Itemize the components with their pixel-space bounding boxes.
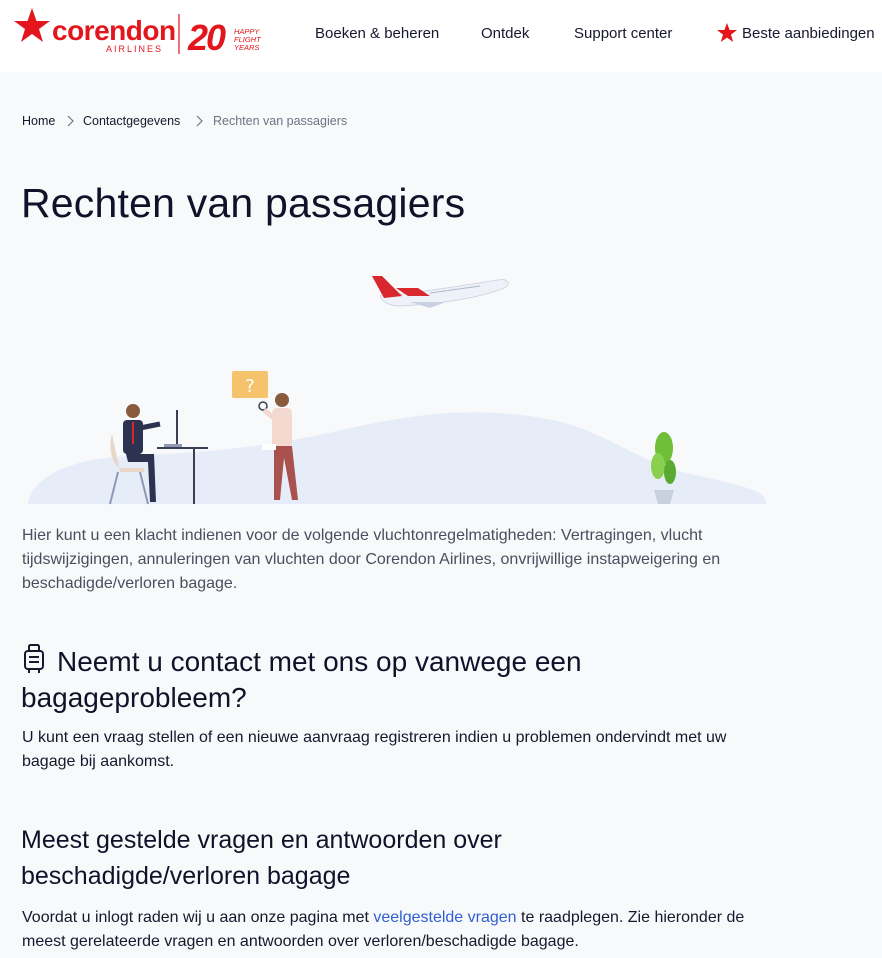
anniversary-line-2: FLIGHT — [234, 35, 261, 44]
corendon-logo[interactable] — [12, 4, 282, 60]
luggage-icon — [21, 644, 47, 674]
breadcrumb-current: Rechten van passagiers — [213, 114, 348, 128]
logo-text: corendon — [52, 15, 176, 46]
baggage-heading — [21, 644, 661, 716]
nav-ontdek[interactable]: Ontdek — [481, 25, 530, 42]
breadcrumb-home[interactable]: Home — [22, 114, 56, 128]
faq-text-after: te raadplegen. Zie hieronder de meest gerelateerde vragen en antwoorden over verloren/beschadigde bagage. — [22, 909, 745, 950]
faq-text — [22, 906, 782, 954]
anniversary-line-1: HAPPY — [234, 27, 260, 36]
anniversary-line-3: YEARS — [234, 43, 260, 52]
faq-heading: Meest gestelde vragen en antwoorden over beschadigde/verloren bagage — [21, 826, 502, 890]
airplane-icon — [372, 276, 508, 308]
baggage-heading-text: Neemt u contact met ons op vanwege een bagageprobleem? — [21, 646, 582, 713]
question-bubble-icon — [232, 371, 268, 398]
anniversary-number: 20 — [188, 17, 225, 58]
nav-boeken-beheren[interactable]: Boeken & beheren — [315, 25, 440, 42]
chevron-right-icon — [65, 115, 75, 127]
baggage-text: U kunt een vraag stellen of een nieuwe aanvraag registreren indien u problemen ondervindt met uw bagage bij aankomst. — [22, 729, 727, 770]
site-header — [0, 0, 882, 72]
chevron-right-icon — [194, 115, 204, 127]
faq-link[interactable]: veelgestelde vragen — [373, 909, 517, 926]
breadcrumb-contactgegevens[interactable]: Contactgegevens — [83, 114, 181, 128]
svg-text:?: ? — [245, 376, 255, 397]
logo-subtext: AIRLINES — [106, 44, 164, 54]
faq-text-before: Voordat u inlogt raden wij u aan onze pagina met — [22, 909, 374, 926]
nav-support-center[interactable]: Support center — [574, 25, 673, 42]
customer-service-illustration — [22, 258, 770, 510]
star-icon — [716, 22, 738, 44]
intro-text: Hier kunt u een klacht indienen voor de volgende vluchtonregelmatigheden: Vertragingen, vlucht tijdswijzigingen, annuleringen van vluchten door Corendon Airlines, onvrijwillige instapweigering en beschadigde/verloren bagage. — [22, 527, 721, 592]
nav-beste-aanbiedingen[interactable]: Beste aanbiedingen — [742, 25, 875, 42]
page-title: Rechten van passagiers — [21, 180, 466, 226]
